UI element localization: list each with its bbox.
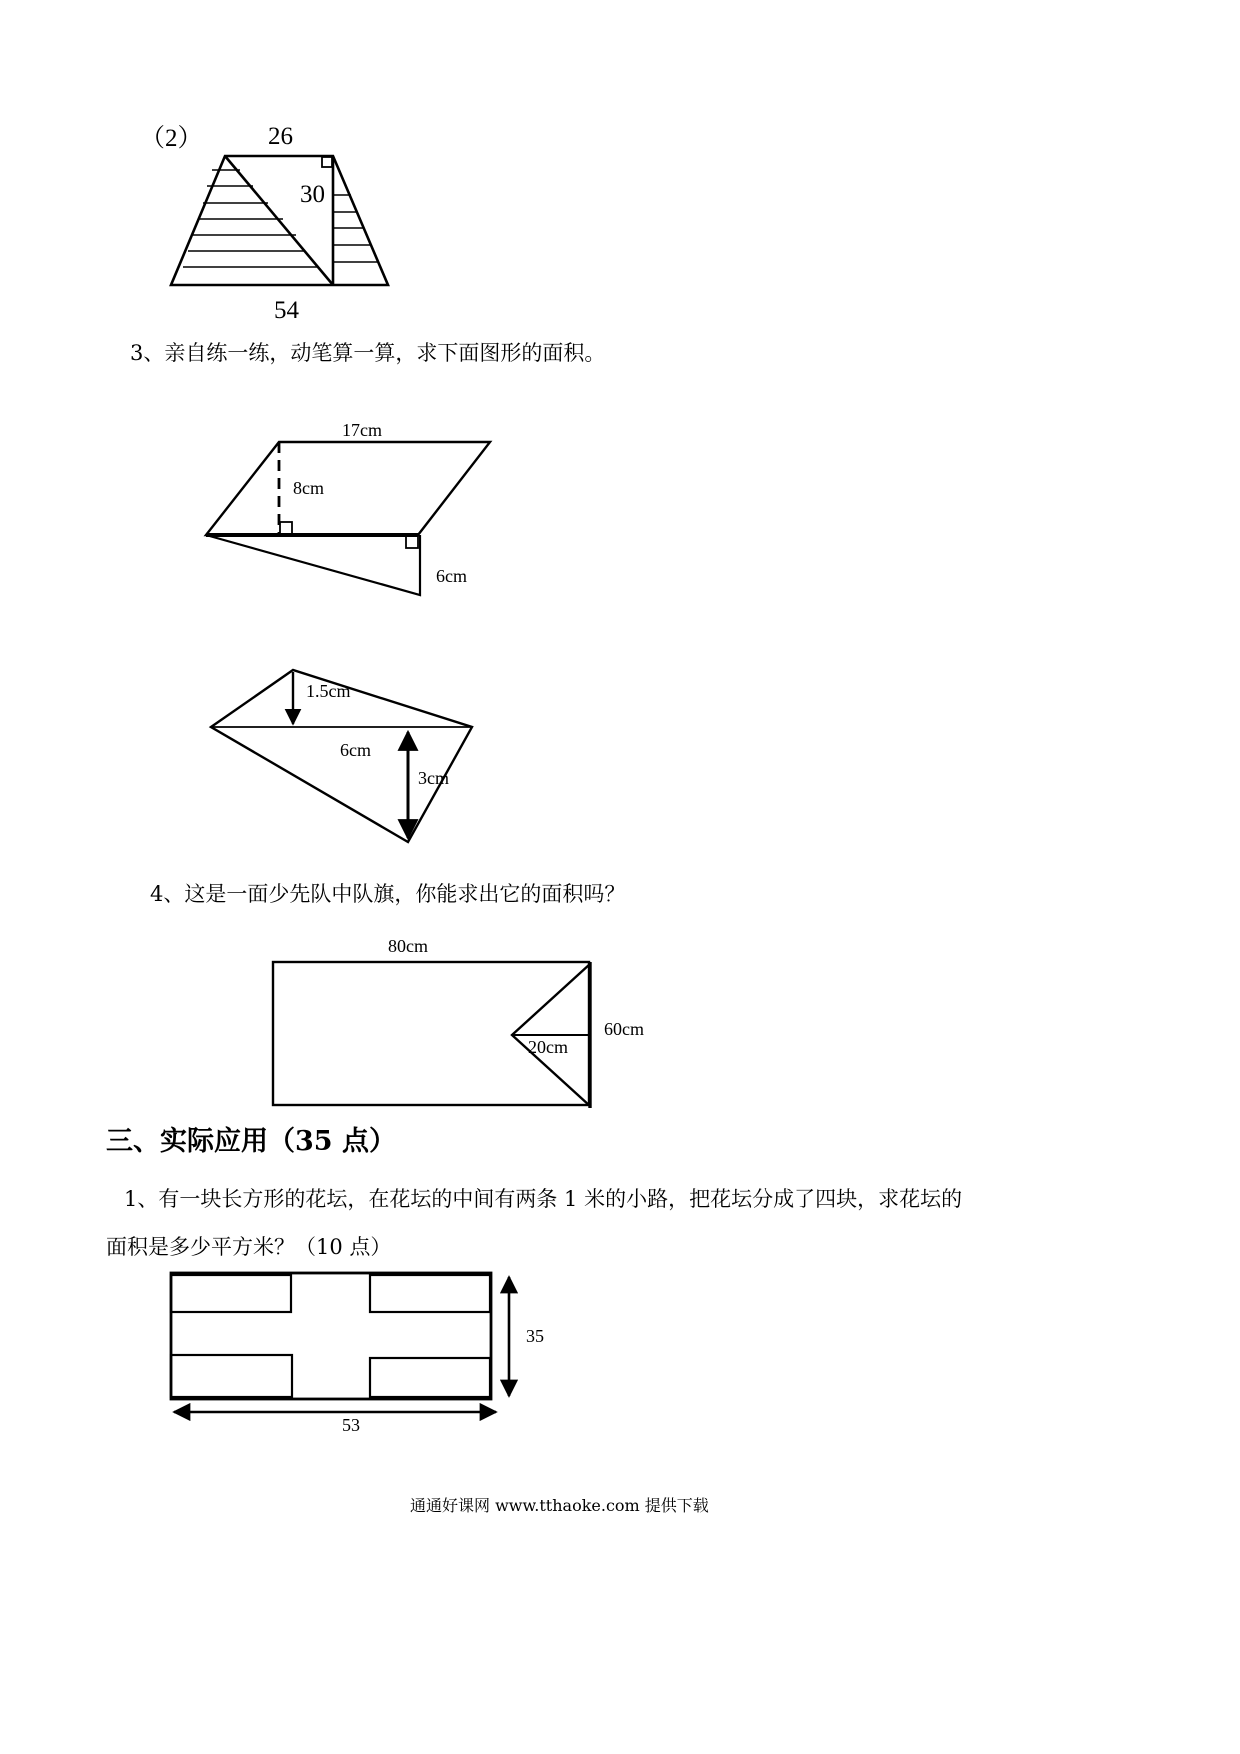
trapezoid-top-label: 26 — [268, 123, 293, 150]
flowerbed-height-label: 35 — [526, 1326, 544, 1346]
flag-notch-label: 20cm — [528, 1037, 568, 1057]
figure2-base-label: 6cm — [340, 740, 371, 760]
flowerbed-block-top-left — [171, 1275, 291, 1312]
part-3-heading: 三、实际应用（35 点） — [106, 1126, 396, 1157]
flowerbed-block-bottom-right — [370, 1358, 490, 1397]
flag-width-label: 80cm — [388, 936, 428, 956]
figure1-top-label: 17cm — [342, 420, 382, 440]
page-footer: 通通好课网 www.tthaoke.com 提供下载 — [410, 1496, 709, 1515]
figure2-lower-label: 3cm — [418, 768, 449, 788]
figure1-side-label: 6cm — [436, 566, 467, 586]
flowerbed-block-bottom-left — [171, 1355, 292, 1397]
flowerbed-width-label: 53 — [342, 1415, 360, 1435]
trapezoid-height-label: 30 — [300, 181, 325, 208]
section-4-instruction: 4、这是一面少先队中队旗，你能求出它的面积吗？ — [150, 882, 626, 906]
trapezoid-bottom-label: 54 — [274, 297, 299, 324]
section-3-instruction: 3、亲自练一练，动笔算一算，求下面图形的面积。 — [130, 341, 606, 365]
part-3-question-1-line-2: 面积是多少平方米？（10 点） — [106, 1235, 392, 1259]
figure1-height-label: 8cm — [293, 478, 324, 498]
flag-height-label: 60cm — [604, 1019, 644, 1039]
problem-2-label: （2） — [140, 125, 203, 152]
part-3-question-1-line-1: 1、有一块长方形的花坛，在花坛的中间有两条 1 米的小路，把花坛分成了四块，求花坛的 — [124, 1187, 963, 1211]
flowerbed-outline — [171, 1273, 491, 1399]
figure2-upper-label: 1.5cm — [306, 681, 351, 701]
flowerbed-block-top-right — [370, 1275, 490, 1312]
